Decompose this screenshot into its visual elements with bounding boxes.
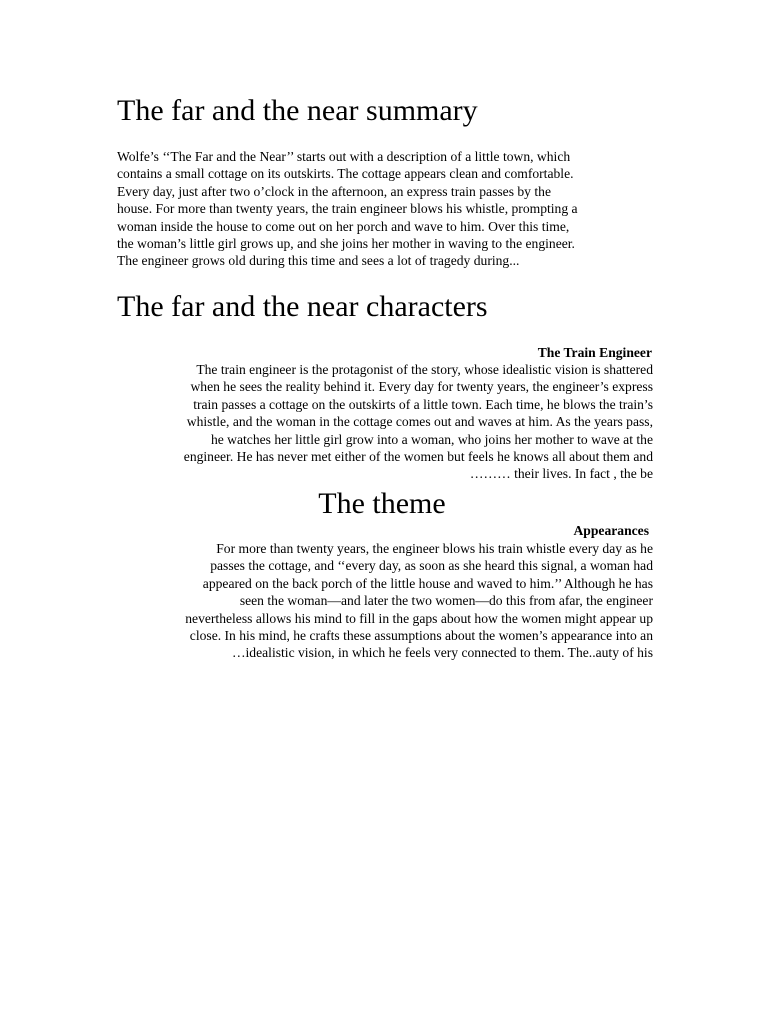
characters-line: when he sees the reality behind it. Every day for twenty years, the engineer’s express — [190, 379, 653, 395]
summary-line: woman inside the house to come out on her porch and wave to him. Over this time, — [117, 218, 570, 234]
theme-subheading: Appearances — [573, 523, 649, 538]
summary-paragraph — [117, 148, 657, 270]
characters-line: train passes a cottage on the outskirts of a little town. Each time, he blows the train’s — [193, 396, 653, 412]
characters-line: he watches her little girl grow into a woman, who joins her mother to wave at the — [210, 431, 653, 447]
characters-subheading: The Train Engineer — [537, 345, 652, 360]
summary-heading: The far and the near summary — [117, 94, 478, 127]
characters-paragraph — [117, 361, 653, 483]
theme-line: seen the woman—and later the two women—do this from afar, the engineer — [239, 593, 653, 609]
characters-line: The train engineer is the protagonist of the story, whose idealistic vision is shattered — [196, 362, 653, 377]
summary-line: the woman’s little girl grows up, and she joins her mother in waving to the engineer. — [117, 236, 575, 252]
theme-line: appeared on the back porch of the little house and waved to him.’’ Although he has — [202, 575, 653, 591]
theme-line: For more than twenty years, the engineer blows his train whistle every day as he — [216, 541, 653, 556]
characters-line: ……… their lives. In fact , the be — [469, 466, 653, 482]
summary-line: The engineer grows old during this time and sees a lot of tragedy during... — [117, 253, 520, 269]
summary-line: Every day, just after two o’clock in the afternoon, an express train passes by the — [117, 183, 551, 199]
summary-line: Wolfe’s ‘‘The Far and the Near’’ starts out with a description of a little town, which — [117, 149, 571, 164]
theme-line: nevertheless allows his mind to fill in the gaps about how the women might appear up — [185, 610, 653, 626]
theme-line: …idealistic vision, in which he feels very connected to them. The..auty of his — [231, 645, 653, 661]
characters-line: whistle, and the woman in the cottage comes out and waves at him. As the years pass, — [186, 414, 653, 430]
summary-line: house. For more than twenty years, the train engineer blows his whistle, prompting a — [117, 201, 578, 217]
theme-heading: The theme — [318, 487, 446, 520]
summary-line: contains a small cottage on its outskirts. The cottage appears clean and comfortable. — [117, 166, 574, 182]
characters-line: engineer. He has never met either of the women but feels he knows all about them and — [183, 449, 653, 465]
theme-line: passes the cottage, and ‘‘every day, as soon as she heard this signal, a woman had — [210, 558, 653, 574]
theme-paragraph — [117, 540, 653, 662]
characters-heading: The far and the near characters — [117, 290, 488, 323]
theme-line: close. In his mind, he crafts these assumptions about the women’s appearance into an — [189, 628, 653, 644]
